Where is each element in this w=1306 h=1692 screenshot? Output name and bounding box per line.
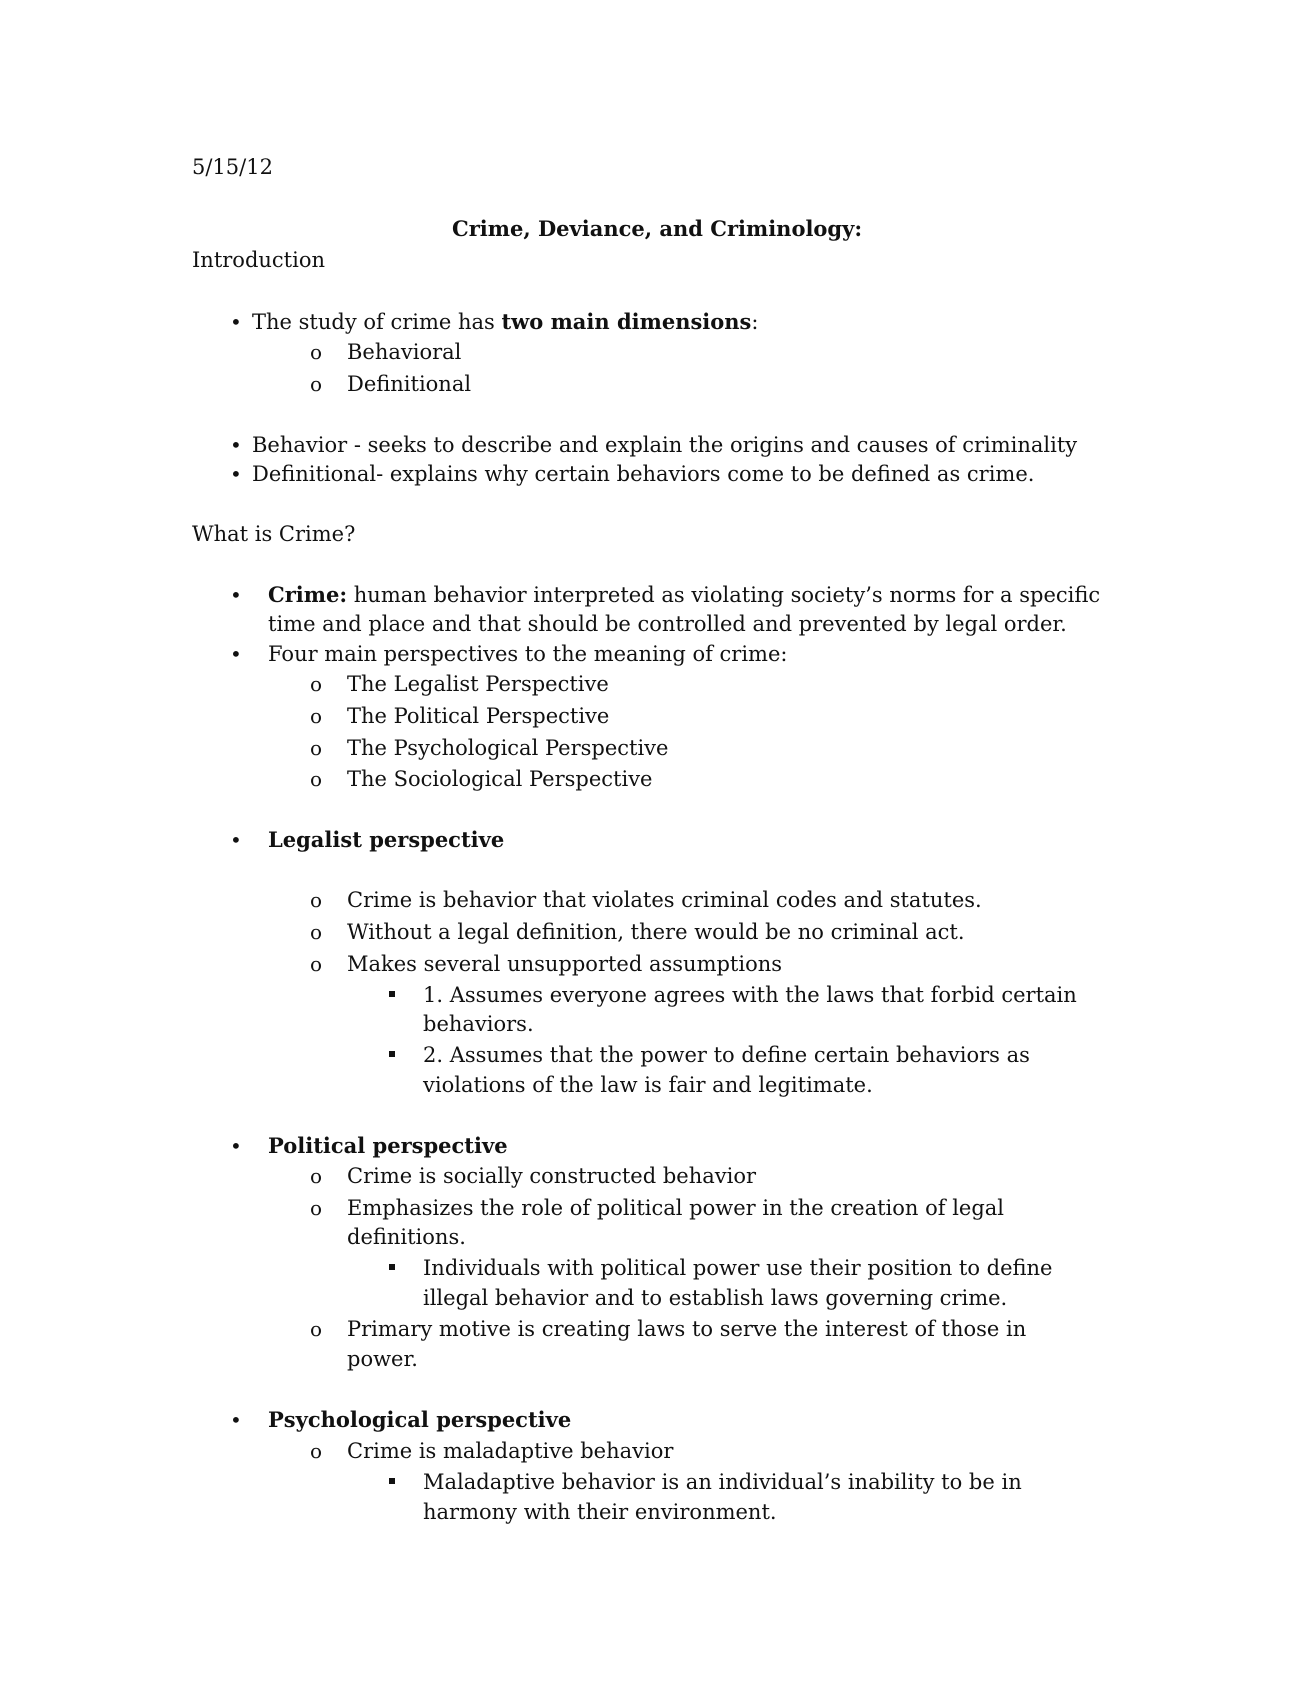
psychological-sub-line2: harmony with their environment. (423, 1500, 777, 1524)
assumption-1-line2: behaviors. (423, 1012, 534, 1036)
circle-marker: o (310, 1196, 323, 1220)
intro-heading: Introduction (192, 248, 325, 272)
political-item-line2: definitions. (347, 1225, 466, 1249)
bullet-marker: • (230, 1408, 242, 1432)
dimension-item: Behavioral (347, 340, 462, 364)
circle-marker: o (310, 704, 323, 728)
crime-def-text: human behavior interpreted as violating society’s norms for a specific (347, 583, 1101, 607)
study-text: The study of crime has (252, 310, 502, 334)
circle-marker: o (310, 1439, 323, 1463)
circle-marker: o (310, 952, 323, 976)
bullet-marker: • (230, 828, 242, 852)
assumption-1-line1: 1. Assumes everyone agrees with the laws that forbid certain (423, 983, 1077, 1007)
square-marker (389, 1478, 395, 1484)
study-bold-text: two main dimensions (501, 309, 752, 334)
circle-marker: o (310, 736, 323, 760)
assumption-2-line1: 2. Assumes that the power to define certain behaviors as (423, 1043, 1030, 1067)
bullet-marker: • (230, 583, 242, 607)
political-sub-line2: illegal behavior and to establish laws governing crime. (423, 1286, 1008, 1310)
bullet-marker: • (230, 642, 242, 666)
square-marker (389, 1264, 395, 1270)
legalist-item: Without a legal definition, there would be no criminal act. (347, 920, 965, 944)
political-item-line1: Emphasizes the role of political power in the creation of legal (347, 1196, 1005, 1220)
crime-definition-line1 (268, 583, 1100, 607)
bullet-marker: • (230, 462, 242, 486)
bullet-marker: • (230, 433, 242, 457)
dimension-item: Definitional (347, 372, 472, 396)
legalist-item: Crime is behavior that violates criminal codes and statutes. (347, 888, 982, 912)
page-title: Crime, Deviance, and Criminology: (452, 216, 863, 241)
legalist-item: Makes several unsupported assumptions (347, 952, 783, 976)
circle-marker: o (310, 372, 323, 396)
political-item3-line1: Primary motive is creating laws to serve the interest of those in (347, 1317, 1027, 1341)
date: 5/15/12 (192, 155, 273, 179)
crime-definition-line2: time and place and that should be controlled and prevented by legal order. (268, 612, 1067, 636)
circle-marker: o (310, 672, 323, 696)
circle-marker: o (310, 920, 323, 944)
behavior-line: Behavior - seeks to describe and explain the origins and causes of criminality (252, 433, 1078, 457)
psychological-sub-line1: Maladaptive behavior is an individual’s inability to be in (423, 1470, 1022, 1494)
legalist-heading: Legalist perspective (268, 827, 505, 852)
political-item3-line2: power. (347, 1347, 418, 1371)
perspective-item: The Sociological Perspective (347, 767, 653, 791)
study-line (252, 310, 758, 334)
circle-marker: o (310, 1164, 323, 1188)
definitional-line: Definitional- explains why certain behaviors come to be defined as crime. (252, 462, 1035, 486)
four-perspectives-line: Four main perspectives to the meaning of crime: (268, 642, 788, 666)
perspective-item: The Legalist Perspective (347, 672, 609, 696)
circle-marker: o (310, 888, 323, 912)
circle-marker: o (310, 1317, 323, 1341)
assumption-2-line2: violations of the law is fair and legitimate. (423, 1073, 873, 1097)
psychological-item: Crime is maladaptive behavior (347, 1439, 674, 1463)
psychological-heading: Psychological perspective (268, 1407, 572, 1432)
what-heading: What is Crime? (192, 522, 356, 546)
political-sub-line1: Individuals with political power use their position to define (423, 1256, 1053, 1280)
square-marker (389, 1051, 395, 1057)
political-heading: Political perspective (268, 1133, 508, 1158)
square-marker (389, 991, 395, 997)
bullet-marker: • (230, 310, 242, 334)
political-item: Crime is socially constructed behavior (347, 1164, 757, 1188)
crime-label: Crime: (268, 582, 348, 607)
bullet-marker: • (230, 1134, 242, 1158)
study-colon: : (751, 310, 759, 334)
perspective-item: The Political Perspective (347, 704, 610, 728)
circle-marker: o (310, 767, 323, 791)
circle-marker: o (310, 340, 323, 364)
perspective-item: The Psychological Perspective (347, 736, 669, 760)
